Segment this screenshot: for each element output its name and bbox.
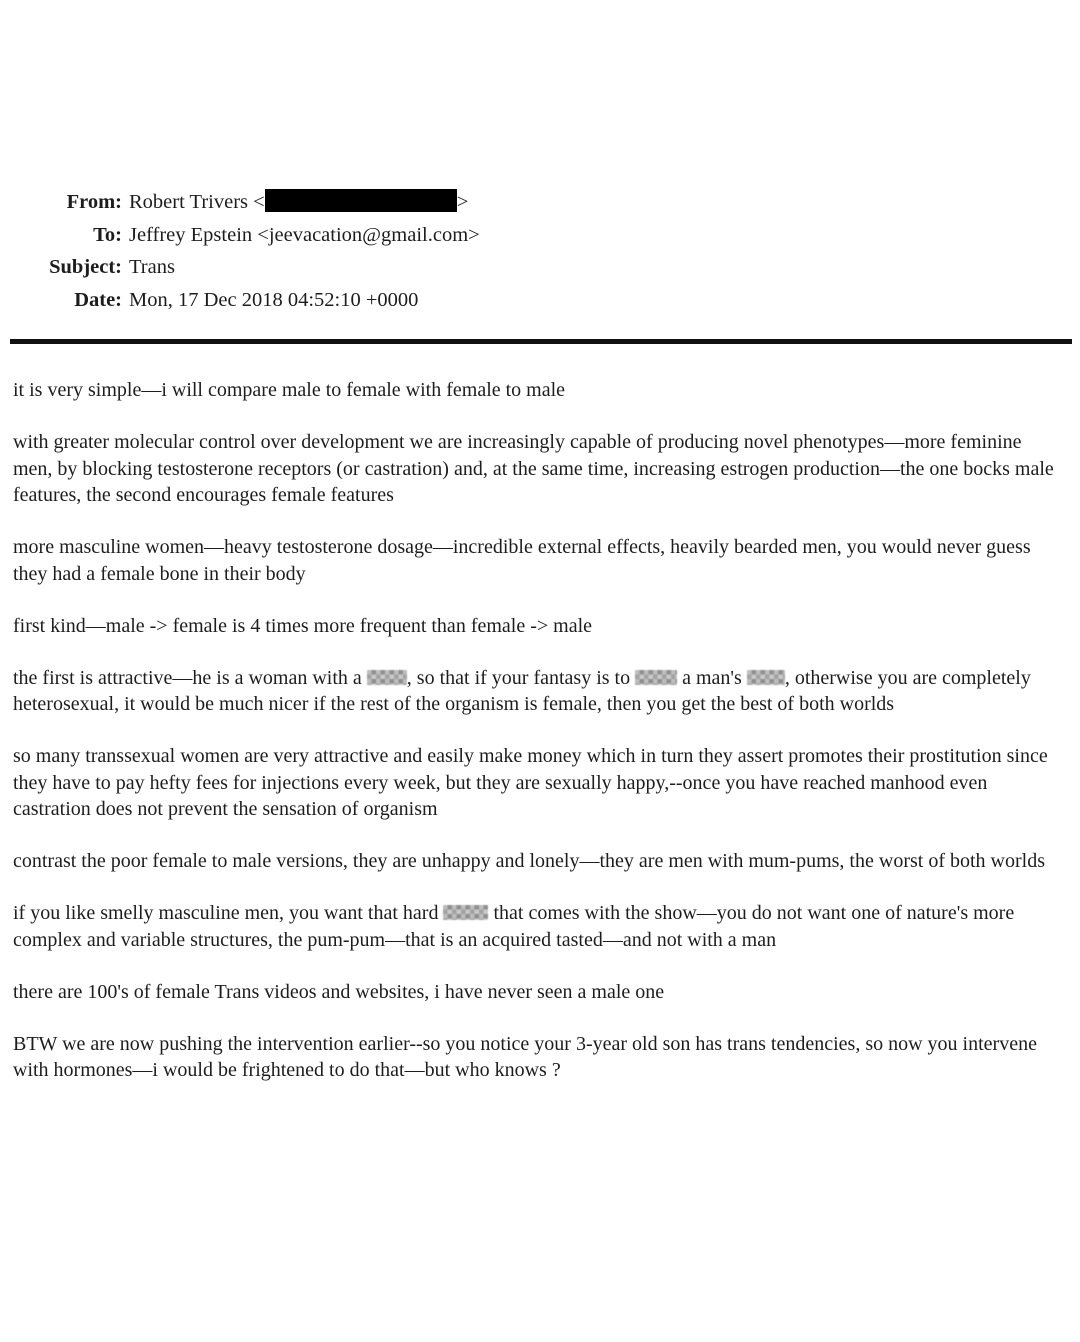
redaction-bar bbox=[265, 189, 457, 212]
header-row-date bbox=[38, 284, 1060, 317]
subject-value: Trans bbox=[129, 256, 175, 278]
email-paragraph: there are 100's of female Trans videos and websites, i have never seen a male one bbox=[13, 980, 665, 1003]
from-label: From: bbox=[66, 191, 122, 213]
header-row-to bbox=[38, 219, 1060, 252]
header-row-from bbox=[38, 186, 1060, 219]
header-row-subject bbox=[38, 251, 1060, 284]
email-paragraph: so many transsexual women are very attractive and easily make money which in turn they assert promotes their prostitution since they have to pay hefty fees for injections every week, but they are sexually happy,--once you have reached manhood even castration does not prevent the sensation of organism bbox=[13, 745, 1048, 820]
to-value: Jeffrey Epstein <jeevacation@gmail.com> bbox=[129, 223, 480, 246]
date-value: Mon, 17 Dec 2018 04:52:10 +0000 bbox=[129, 288, 419, 311]
to-label: To: bbox=[93, 223, 122, 246]
censored-word bbox=[747, 670, 785, 685]
email-paragraph: contrast the poor female to male versions, they are unhappy and lonely—they are men with mum-pums, the worst of both worlds bbox=[13, 850, 1045, 872]
email-header bbox=[0, 0, 1080, 316]
subject-label: Subject: bbox=[49, 256, 122, 278]
email-paragraph: more masculine women—heavy testosterone dosage—incredible external effects, heavily bearded men, you would never guess they had a female bone in their body bbox=[13, 536, 1031, 585]
from-value-suffix: > bbox=[456, 191, 469, 213]
censored-word bbox=[367, 670, 407, 685]
email-paragraph: with greater molecular control over development we are increasingly capable of producing novel phenotypes—more feminine men, by blocking testosterone receptors (or castration) and, at the same time, increasing estrogen production—the one bocks male features, the second encourages female features bbox=[13, 431, 1054, 506]
censored-word bbox=[443, 905, 488, 920]
email-paragraph: BTW we are now pushing the intervention earlier--so you notice your 3-year old son has trans tendencies, so now you intervene with hormones—i would be frightened to do that—but who knows ? bbox=[13, 1032, 1037, 1081]
email-body bbox=[0, 344, 1080, 1084]
email-paragraph: if you like smelly masculine men, you want that hard that comes with the show—you do not want one of nature's more complex and variable structures, the pum-pum—that is an acquired tasted—and not with a man bbox=[13, 902, 1015, 951]
censored-word bbox=[635, 670, 677, 685]
email-paragraph: it is very simple—i will compare male to female with female to male bbox=[13, 379, 566, 401]
from-value-prefix: Robert Trivers < bbox=[129, 191, 265, 213]
date-label: Date: bbox=[74, 288, 122, 311]
email-paragraph: first kind—male -> female is 4 times more frequent than female -> male bbox=[13, 614, 593, 637]
email-paragraph: the first is attractive—he is a woman with a , so that if your fantasy is to a man's , otherwise you are completely heterosexual, it would be much nicer if the rest of the organism is female, then you get the best of both worlds bbox=[13, 666, 1031, 715]
from-value bbox=[129, 186, 1060, 219]
